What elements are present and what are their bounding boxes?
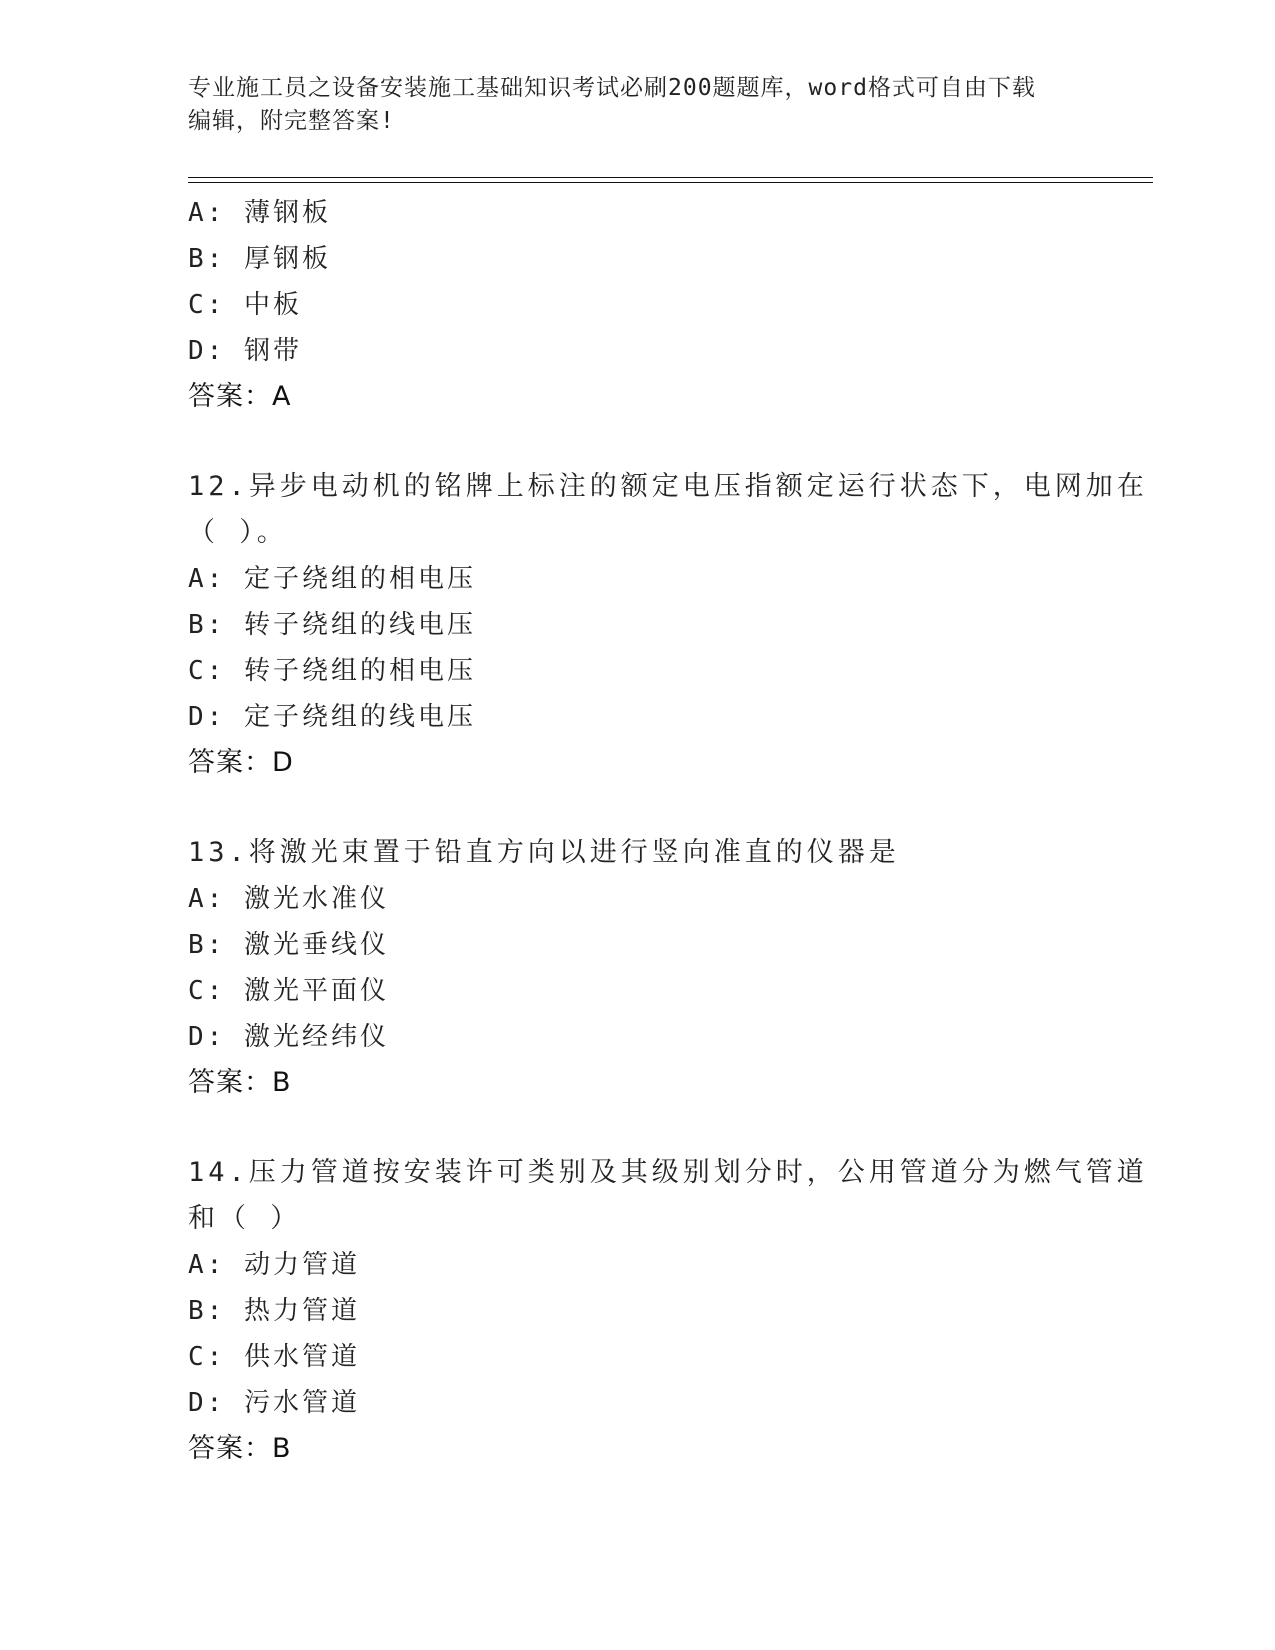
option-a: A: 薄钢板 (188, 198, 331, 228)
answer-line: 答案：B (188, 1433, 292, 1464)
question-text-line-1: 13.将激光束置于铅直方向以进行竖向准直的仪器是 (188, 837, 900, 868)
option-c: C: 转子绕组的相电压 (188, 656, 476, 686)
option-b: B: 转子绕组的线电压 (188, 610, 476, 640)
option-d: D: 定子绕组的线电压 (188, 702, 476, 732)
header-divider (188, 177, 1153, 183)
option-b: B: 热力管道 (188, 1296, 360, 1326)
question-block-11 (188, 190, 1088, 420)
answer-line: 答案：B (188, 1067, 292, 1098)
option-b: B: 厚钢板 (188, 244, 331, 274)
question-text-line-1: 14.压力管道按安装许可类别及其级别划分时，公用管道分为燃气管道 (188, 1157, 1148, 1188)
option-a: A: 激光水准仪 (188, 884, 389, 914)
document-header (188, 72, 1088, 138)
option-a: A: 定子绕组的相电压 (188, 564, 476, 594)
option-d: D: 钢带 (188, 336, 302, 366)
answer-line: 答案：D (188, 747, 294, 778)
option-c: C: 激光平面仪 (188, 976, 389, 1006)
option-b: B: 激光垂线仪 (188, 930, 389, 960)
option-d: D: 激光经纬仪 (188, 1022, 389, 1052)
question-block-12 (188, 464, 1148, 786)
question-text-line-2: （ ）。 (188, 517, 288, 548)
option-d: D: 污水管道 (188, 1388, 360, 1418)
option-c: C: 中板 (188, 290, 302, 320)
header-line-2: 编辑，附完整答案! (188, 108, 395, 134)
option-c: C: 供水管道 (188, 1342, 360, 1372)
answer-line: 答案：A (188, 381, 292, 412)
question-text-line-1: 12.异步电动机的铭牌上标注的额定电压指额定运行状态下，电网加在 (188, 471, 1148, 502)
question-text-line-2: 和（ ） (188, 1203, 302, 1234)
question-block-13 (188, 830, 1088, 1106)
question-block-14 (188, 1150, 1148, 1472)
question-list (188, 190, 1148, 1472)
header-line-1: 专业施工员之设备安装施工基础知识考试必刷200题题库，word格式可自由下载 (188, 75, 1036, 101)
option-a: A: 动力管道 (188, 1250, 360, 1280)
